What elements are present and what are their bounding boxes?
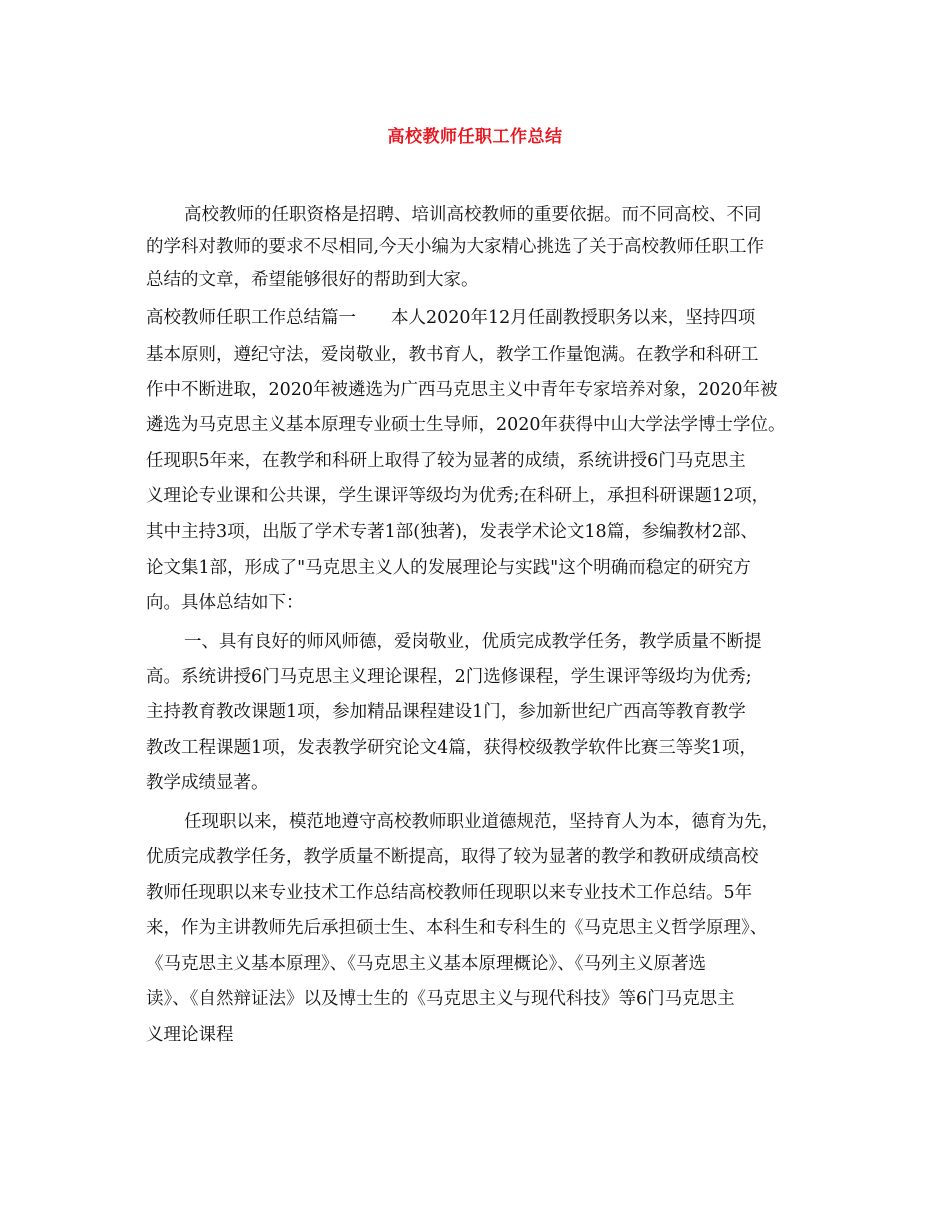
paragraph-line: 遴选为马克思主义基本原理专业硕士生导师，2020年获得中山大学法学博士学位。 [146,415,786,435]
paragraph-line: 主持教育教改课题1项，参加精品课程建设1门，参加新世纪广西高等教育教学 [146,702,746,722]
paragraph-line: 向。具体总结如下： [146,593,304,613]
paragraph-line: 高校教师任职工作总结篇一 本人2020年12月任副教授职务以来，坚持四项 [146,308,756,328]
paragraph-line: 论文集1部，形成了"马克思主义人的发展理论与实践"这个明确而稳定的研究方 [146,558,751,578]
paragraph-line: 任现职5年来，在教学和科研上取得了较为显著的成绩，系统讲授6门马克思主 [146,451,746,471]
paragraph-line: 任现职以来，模范地遵守高校教师职业道德规范，坚持育人为本，德育为先， [184,812,779,832]
paragraph-line: 义理论专业课和公共课，学生课评等级均为优秀;在科研上，承担科研课题12项， [146,486,770,506]
paragraph-line: 高校教师的任职资格是招聘、培训高校教师的重要依据。而不同高校、不同 [184,205,762,225]
paragraph-line: 的学科对教师的要求不尽相同,今天小编为大家精心挑选了关于高校教师任职工作 [146,237,765,257]
paragraph-line: 教师任现职以来专业技术工作总结高校教师任现职以来专业技术工作总结。5年 [146,883,753,903]
paragraph-line: 高。系统讲授6门马克思主义理论课程，2门选修课程，学生课评等级均为优秀; [146,667,752,687]
document-title: 高校教师任职工作总结 [387,127,563,147]
paragraph-line: 总结的文章，希望能够很好的帮助到大家。 [146,270,479,290]
paragraph-line: 作中不断进取，2020年被遴选为广西马克思主义中青年专家培养对象，2020年被 [146,380,778,400]
paragraph-line: 优质完成教学任务，教学质量不断提高，取得了较为显著的教学和教研成绩高校 [146,847,759,867]
paragraph-line: 《马克思主义基本原理》、《马克思主义基本原理概论》、《马列主义原著选 [146,954,706,974]
paragraph-line: 义理论课程 [146,1025,234,1045]
paragraph-line: 其中主持3项，出版了学术专著1部(独著)，发表学术论文18篇，参编教材2部、 [146,522,758,542]
paragraph-line: 教改工程课题1项，发表教学研究论文4篇，获得校级教学软件比赛三等奖1项， [146,738,757,758]
paragraph-line: 读》、《自然辩证法》以及博士生的《马克思主义与现代科技》等6门马克思主 [146,989,735,1009]
paragraph-line: 来，作为主讲教师先后承担硕士生、本科生和专科生的《马克思主义哲学原理》、 [146,918,768,938]
paragraph-line: 一、具有良好的师风师德，爱岗敬业，优质完成教学任务，教学质量不断提 [184,632,762,652]
paragraph-line: 教学成绩显著。 [146,773,269,793]
paragraph-line: 基本原则，遵纪守法，爱岗敬业，教书育人，教学工作量饱满。在教学和科研工 [146,345,759,365]
